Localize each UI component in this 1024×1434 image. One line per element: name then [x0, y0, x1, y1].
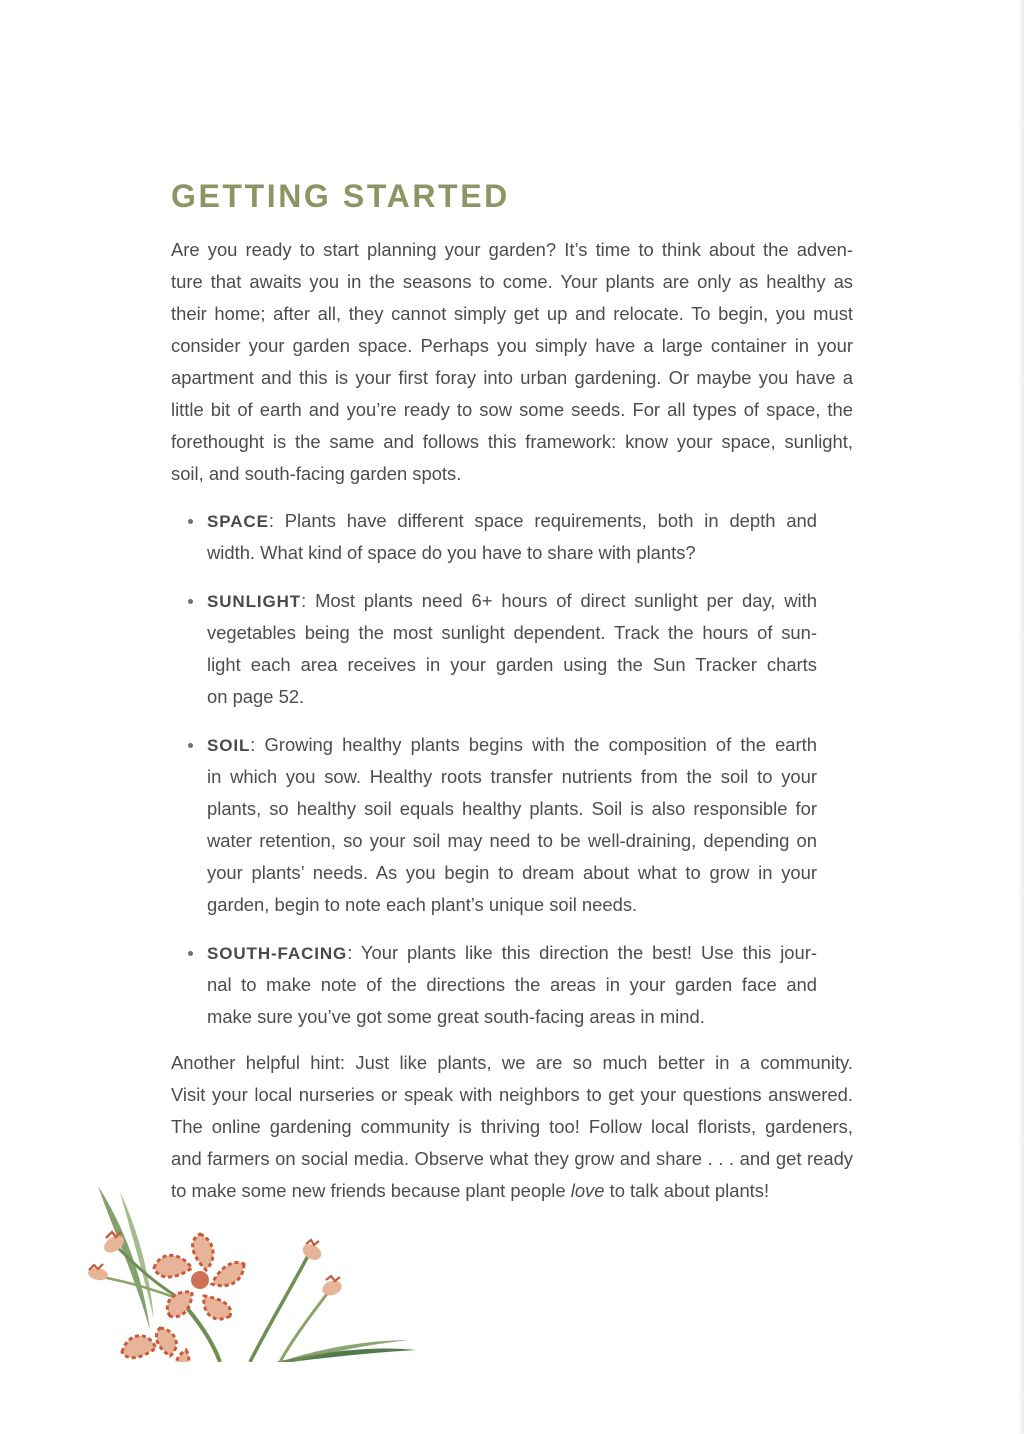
list-item-sunlight — [171, 585, 817, 713]
list-item-line: SOIL: Growing healthy plants begins with the composition of the earth — [207, 734, 817, 755]
paragraph-line: Are you ready to start planning your garden? It’s time to think about the adven- — [171, 239, 853, 260]
paragraph-line: Another helpful hint: Just like plants, we are so much better in a community. — [171, 1052, 853, 1073]
intro-paragraph — [171, 234, 853, 490]
page-title: GETTING STARTED — [171, 178, 510, 214]
list-item-line: width. What kind of space do you have to share with plants? — [207, 542, 696, 563]
list-item-term: SPACE — [207, 512, 269, 531]
paragraph-line: apartment and this is your first foray into urban gardening. Or maybe you have a — [171, 367, 853, 388]
list-item-term: SOIL — [207, 736, 251, 755]
list-item-line: light each area receives in your garden using the Sun Tracker charts — [207, 654, 817, 675]
floral-watercolor-icon — [80, 1180, 420, 1362]
list-item-line: water retention, so your soil may need to be well-draining, depending on — [207, 830, 817, 851]
bullet-dot-icon — [188, 519, 193, 524]
paragraph-line: soil, and south-facing garden spots. — [171, 463, 462, 484]
list-item-line: vegetables being the most sunlight dependent. Track the hours of sun- — [207, 622, 817, 643]
list-item-line: SUNLIGHT: Most plants need 6+ hours of direct sunlight per day, with — [207, 590, 817, 611]
list-item-line: make sure you’ve got some great south-facing areas in mind. — [207, 1006, 705, 1027]
list-item-line: garden, begin to note each plant’s unique soil needs. — [207, 894, 638, 915]
flower-shape — [122, 1328, 189, 1362]
paragraph-line: to make some new friends because plant people love to talk about plants! — [171, 1180, 770, 1201]
list-item-term: SUNLIGHT — [207, 592, 302, 611]
paragraph-line: ture that awaits you in the seasons to come. Your plants are only as healthy as — [171, 271, 853, 292]
list-item-line: SOUTH-FACING: Your plants like this direction the best! Use this jour- — [207, 942, 817, 963]
list-item-term: SOUTH-FACING — [207, 944, 348, 963]
bullet-dot-icon — [188, 743, 193, 748]
bud-shape — [300, 1240, 324, 1263]
paragraph-line: consider your garden space. Perhaps you simply have a large container in your — [171, 335, 853, 356]
paragraph-line: and farmers on social media. Observe what they grow and share . . . and get ready — [171, 1148, 853, 1169]
stem-shape — [250, 1252, 310, 1362]
bud-shape — [320, 1276, 344, 1298]
paragraph-line: little bit of earth and you’re ready to sow some seeds. For all types of space, the — [171, 399, 853, 420]
list-item-space — [171, 505, 817, 569]
paragraph-line: The online gardening community is thriving too! Follow local florists, gardeners, — [171, 1116, 853, 1137]
list-item-line: nal to make note of the directions the areas in your garden face and — [207, 974, 817, 995]
bullet-dot-icon — [188, 599, 193, 604]
emphasis-text: love — [570, 1180, 605, 1201]
list-item-line: SPACE: Plants have different space requirements, both in depth and — [207, 510, 817, 531]
flower-shape — [154, 1234, 244, 1319]
paragraph-line: Visit your local nurseries or speak with neighbors to get your questions answered. — [171, 1084, 853, 1105]
page-edge-shadow — [1018, 0, 1024, 1434]
list-item-south-facing — [171, 937, 817, 1033]
list-item-soil — [171, 729, 817, 921]
list-item-line: in which you sow. Healthy roots transfer nutrients from the soil to your — [207, 766, 817, 787]
tips-list — [171, 505, 817, 1049]
paragraph-line: forethought is the same and follows this framework: know your space, sunlight, — [171, 431, 853, 452]
list-item-line: on page 52. — [207, 686, 305, 707]
paragraph-line: their home; after all, they cannot simply get up and relocate. To begin, you must — [171, 303, 853, 324]
list-item-line: plants, so healthy soil equals healthy plants. Soil is also responsible for — [207, 798, 817, 819]
bullet-dot-icon — [188, 951, 193, 956]
list-item-line: your plants’ needs. As you begin to dream about what to grow in your — [207, 862, 817, 883]
